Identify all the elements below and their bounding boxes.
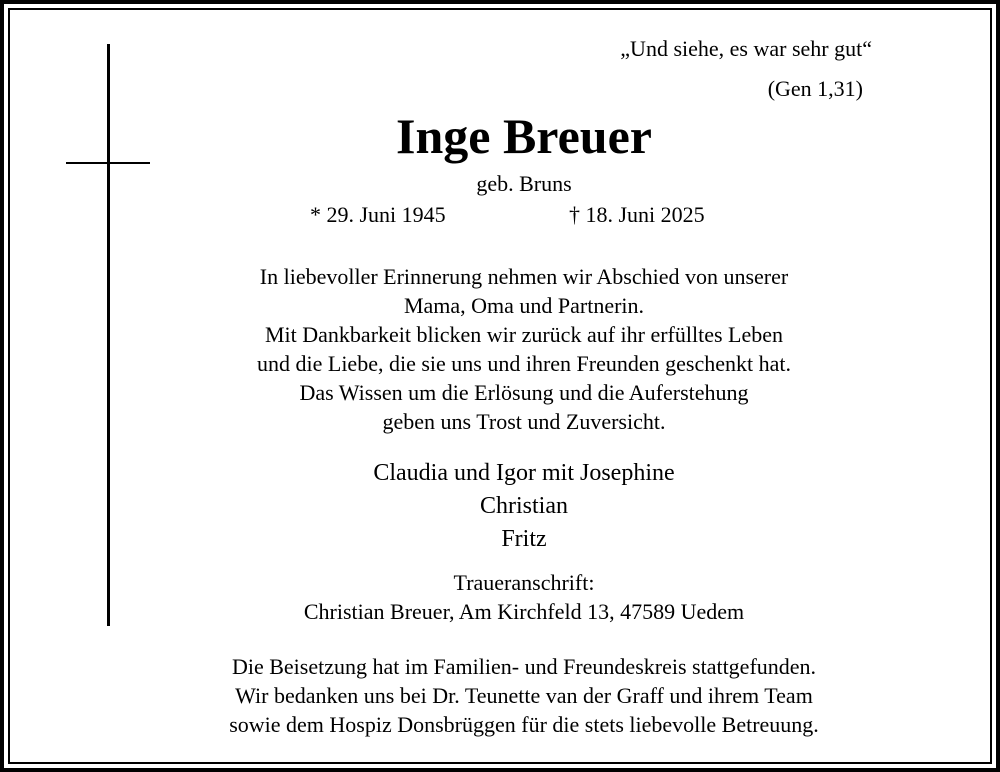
message-line: In liebevoller Erinnerung nehmen wir Abschied von unserer — [259, 264, 789, 289]
deceased-name: Inge Breuer — [396, 108, 652, 164]
address-label: Traueranschrift: — [453, 570, 595, 595]
message-line: Mama, Oma und Partnerin. — [403, 293, 645, 318]
mourner-name: Claudia und Igor mit Josephine — [373, 460, 675, 486]
message-line: Mit Dankbarkeit blicken wir zurück auf ihr erfülltes Leben — [264, 322, 784, 347]
message-line: Das Wissen um die Erlösung und die Auferstehung — [299, 380, 749, 405]
death-date: † 18. Juni 2025 — [569, 202, 705, 227]
address-value: Christian Breuer, Am Kirchfeld 13, 47589 Uedem — [303, 599, 745, 624]
birth-date: * 29. Juni 1945 — [310, 202, 446, 227]
closing-line: sowie dem Hospiz Donsbrüggen für die stets liebevolle Betreuung. — [229, 712, 819, 737]
motto-quote: „Und siehe, es war sehr gut“ — [620, 36, 872, 61]
closing-line: Wir bedanken uns bei Dr. Teunette van der Graff und ihrem Team — [235, 683, 813, 708]
life-dates — [0, 200, 1000, 230]
mourner-name: Fritz — [501, 526, 547, 552]
mourning-address — [0, 568, 1000, 626]
birth-name: geb. Bruns — [476, 171, 572, 196]
message-line: und die Liebe, die sie uns und ihren Freunden geschenkt hat. — [257, 351, 791, 376]
closing-line: Die Beisetzung hat im Familien- und Freundeskreis stattgefunden. — [231, 654, 817, 679]
mourners-list — [0, 457, 1000, 556]
motto-reference: (Gen 1,31) — [767, 76, 863, 101]
message-text — [0, 262, 1000, 436]
mourner-name: Christian — [480, 493, 568, 519]
closing-text — [0, 652, 1000, 739]
message-line: geben uns Trost und Zuversicht. — [382, 409, 666, 434]
